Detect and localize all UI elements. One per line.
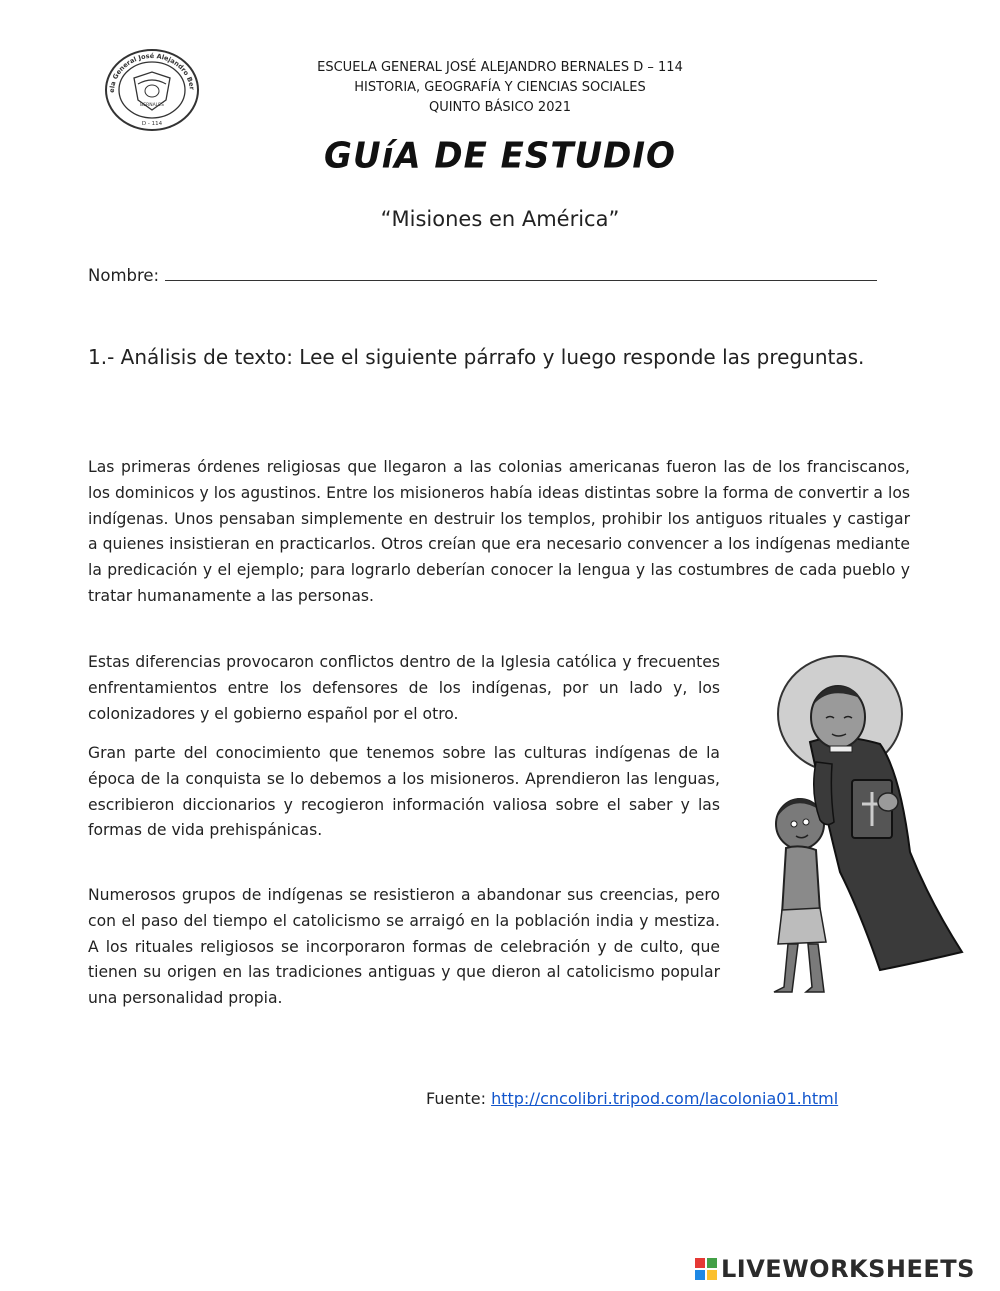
source-label: Fuente: <box>426 1089 486 1108</box>
source-link[interactable]: http://cncolibri.tripod.com/lacolonia01.html <box>491 1089 839 1108</box>
name-input-line[interactable] <box>165 264 877 281</box>
svg-text:Escuela General José Alejandro: ela General José Alejandro Ber <box>107 51 196 93</box>
svg-text:BERNALES: BERNALES <box>140 103 164 108</box>
name-field-row <box>88 264 877 285</box>
svg-text:D - 114: D - 114 <box>141 121 163 127</box>
name-label: Nombre: <box>88 266 160 285</box>
paragraph-3: Gran parte del conocimiento que tenemos sobre las culturas indígenas de la época de la conquista se lo debemos a los misioneros. Aprendieron las lenguas, escribieron diccionarios y recogieron información valiosa sobre el saber y las formas de vida prehispánicas. <box>88 744 720 840</box>
page-title: GUíA DE ESTUDIO <box>324 135 676 177</box>
liveworksheets-brand <box>695 1255 975 1285</box>
source-citation <box>426 1089 838 1108</box>
liveworksheets-logo-icon <box>695 1258 717 1280</box>
paragraph-2: Estas diferencias provocaron conflictos dentro de la Iglesia católica y frecuentes enfrentamientos entre los defensores de los indígenas, por un lado y, los colonizadores y el gobierno español por el otro. <box>88 653 720 723</box>
missionary-illustration <box>770 652 966 997</box>
grade-year: QUINTO BÁSICO 2021 <box>428 100 572 115</box>
page-subtitle: “Misiones en América” <box>380 207 620 231</box>
brand-name: LIVEWORKSHEETS <box>721 1255 975 1283</box>
school-seal-logo <box>104 48 200 132</box>
paragraph-1: Las primeras órdenes religiosas que llegaron a las colonias americanas fueron las de los franciscanos, los dominicos y los agustinos. Entre los misioneros había ideas distintas sobre la forma de convertir a los indígenas. Unos pensaban simplemente en destruir los templos, prohibir los antiguos rituales y castigar a quienes insistieran en practicarlos. Otros creían que era necesario convencer a los indígenas mediante la predicación y el ejemplo; para lograrlo deberían conocer la lengua y las costumbres de cada pueblo y tratar humanamente a las personas. <box>88 458 910 605</box>
question-1-instruction: 1.- Análisis de texto: Lee el siguiente párrafo y luego responde las preguntas. <box>88 345 865 369</box>
school-name: ESCUELA GENERAL JOSÉ ALEJANDRO BERNALES D – 114 <box>317 60 683 75</box>
subject-name: HISTORIA, GEOGRAFÍA Y CIENCIAS SOCIALES <box>354 80 646 95</box>
paragraph-4: Numerosos grupos de indígenas se resistieron a abandonar sus creencias, pero con el paso del tiempo el catolicismo se arraigó en la población india y mestiza. A los rituales religiosos se incorporaron formas de celebración y de culto, que tienen su origen en las tradiciones antiguas y que dieron al catolicismo popular una personalidad propia. <box>88 886 720 1008</box>
